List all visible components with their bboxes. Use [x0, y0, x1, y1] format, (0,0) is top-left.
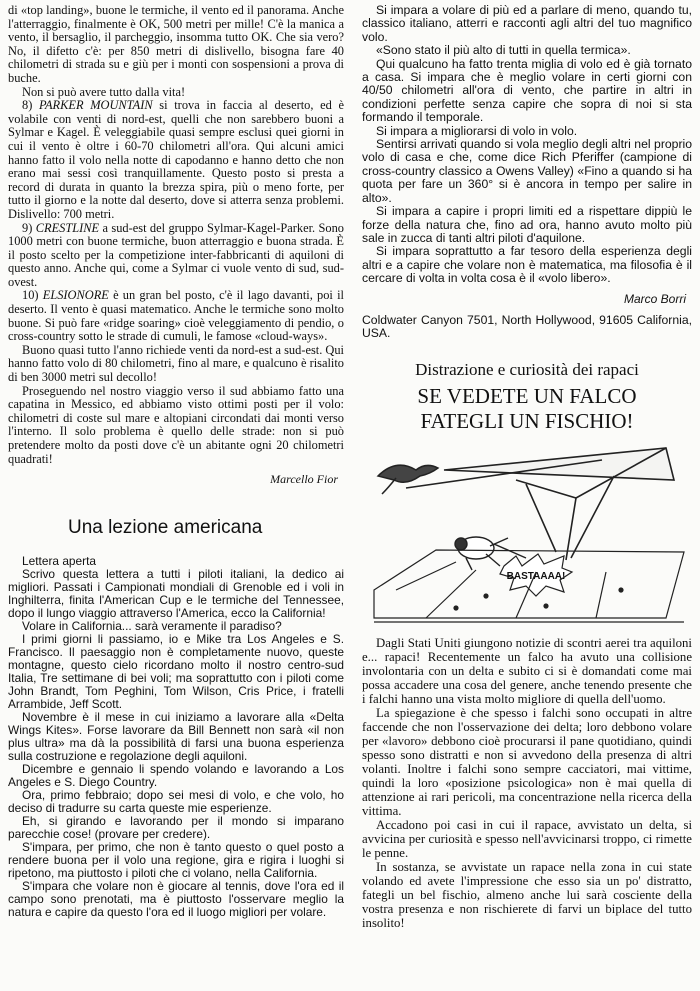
paragraph: Dicembre e gennaio li spendo volando e lavorando a Los Angeles e S. Diego Country. — [8, 762, 344, 790]
paragraph: Sentirsi arrivati quando si vola meglio degli altri nel proprio volo di casa e che, come dice Rich Pferiffer (campione di cross-country classico a Owens Valley) «Fino a quando si ha quota per fare un 360° si è ancora in tempo per salire in alto». — [362, 137, 692, 205]
left-column — [8, 4, 344, 919]
paragraph: Ora, primo febbraio; dopo sei mesi di volo, e che volo, ho deciso di tradurre su carta queste mie esperienze. — [8, 788, 344, 816]
speech-burst — [500, 554, 572, 596]
article-body — [8, 555, 344, 919]
cartoon-illustration — [366, 440, 686, 626]
author-signature: Marco Borri — [623, 291, 686, 306]
site-name: CRESTLINE — [35, 220, 100, 235]
paragraph: Si impara a volare di più ed a parlare di meno, quando tu, classico italiano, atterri e racconti agli altri del tuo magnifico volo. — [362, 3, 692, 44]
paragraph: Scrivo questa lettera a tutti i piloti italiani, la dedico ai migliori. Passati i Campionati mondiali di Grenoble ed i voli in Inghilterra, finita l'American Cup e le termiche del Tennessee, dopo il lungo viaggio attraverso l'America, ecco la California! — [8, 567, 344, 621]
paragraph: Eh, si girando e lavorando per il mondo si imparano parecchie cose! (provare per credere). — [8, 814, 344, 842]
paragraph: Dagli Stati Uniti giungono notizie di scontri aerei tra aquiloni e... rapaci! Recentemente un falco ha avuto una collisione involontaria con un delta e subito ci si è domandati come mai possa accadere una cosa del genere, anche tenendo presente che i falchi hanno una vista molto migliore di quella dell'uomo. — [362, 636, 692, 707]
falcon-icon — [378, 466, 438, 495]
author-signature: Marcello Fior — [270, 472, 338, 487]
headline-line: FATEGLI UN FISCHIO! — [420, 409, 634, 434]
author-address: Coldwater Canyon 7501, North Hollywood, 91605 California, USA. — [362, 312, 692, 340]
paragraph: di «top landing», buone le termiche, il vento ed il panorama. Anche l'atterraggio, finalmente è OK, 500 metri per mille! C'è la manica a vento, il bersaglio, il parcheggio, insomma tutto OK. Che sia vero? No, il difetto c'è: per 850 metri di dislivello, bisogna fare 40 chilometri di strada su e giù per i monti con sospensioni a prova di buche. — [8, 3, 344, 85]
paragraph: I primi giorni li passiamo, io e Mike tra Los Angeles e S. Francisco. Il paesaggio non è completamente nuovo, queste montagne, questo cielo ricordano molto il nostro centro-sud Italia, Tre settimane di bei voli; ma soprattutto con i piloti come John Brandt, Tom Peghini, Tom Wilson, Cris Price, i fratelli Arrambide, Jeff Scott. — [8, 632, 344, 712]
paragraph: Si impara a migliorarsi di volo in volo. — [376, 123, 578, 138]
site-paragraph: 9) CRESTLINE a sud-est del gruppo Sylmar-Kagel-Parker. Sono 1000 metri con buone termiche, buon atterraggio e buona strada. È il posto scelto per la competizione inter-fabbricanti di aquiloni di questo anno. Anche qui, come a Sylmar ci vuole vento di sud, sud-ovest. — [8, 220, 344, 289]
paragraph: La spiegazione è che spesso i falchi sono occupati in altre faccende che non l'osservazione dei delta; loro debbono volare per «lavoro» debbono cioè procurarsi il pane quotidiano, quindi spesso sono distratti e non si avvedono della presenza di altri volanti. Inoltre i falchi sono sempre cacciatori, mai vittime, quindi la loro «posizione psicologica» non è mai quella di attenzione ai rari pericoli, ma concentrazione nella ricerca della vittima. — [362, 706, 692, 819]
site-name: PARKER MOUNTAIN — [39, 98, 153, 113]
paragraph: In sostanza, se avvistate un rapace nella zona in cui state volando ed avete l'impressione che esso sia un po' distratto, fategli un bel fischio, almeno anche lui sarà cosciente della vostra presenza e non rischierete di farvi un biplace del tutto insolito! — [362, 860, 692, 931]
paragraph: «Sono stato il più alto di tutti in quella termica». — [376, 43, 631, 58]
paragraph: Qui qualcuno ha fatto trenta miglia di volo ed è già tornato a casa. Si impara che è meglio volare in certi giorni con 40/50 chilometri all'ora di vento, che partire in altri in condizioni perfette senza capire che sopra di noi si sta formando il temporale. — [362, 56, 692, 125]
paragraph: Accadono poi casi in cui il rapace, avvistato un delta, si avvicina per curiosità e spesso nell'avvicinarsi troppo, ci rimette le penne. — [362, 818, 692, 861]
paragraph: Proseguendo nel nostro viaggio verso il sud abbiamo fatto una capatina in Messico, ed abbiamo visto ottimi posti per il volo: chilometri di coste sul mare e altopiani circondati dai monti verso l'interno. Il solo problema è quello delle strade: non si può pretendere molto da posti dove c'è un abitante ogni 20 chilometri quadrati! — [8, 383, 344, 466]
headline-line: SE VEDETE UN FALCO — [417, 384, 637, 409]
article-body-continued — [362, 4, 692, 340]
article-california-sites — [8, 4, 344, 487]
right-column — [362, 4, 692, 930]
cartoon-exclamation: BASTAAAA! — [506, 571, 566, 583]
site-paragraph: 10) ELSIONORE è un gran bel posto, c'è il lago davanti, poi il deserto. Il vento è quasi matematico. Anche le termiche sono molto buone. Si può fare «ridge soaring» cioè veleggiamento di pendio, o cross-country sotto le strade di cumuli, le famose «cloud-ways». — [8, 288, 344, 344]
site-name: ELSIONORE — [42, 288, 109, 303]
paragraph: Novembre è il mese in cui iniziamo a lavorare alla «Delta Wings Kites». Forse lavorare da Bill Bennett non sarà «il non plus ultra» ma dà la possibilità di farsi una buona esperienza sulla costruzione e regolazione degli aquiloni. — [8, 710, 344, 764]
paragraph: Lettera aperta — [22, 554, 97, 569]
article-body — [362, 636, 692, 930]
paragraph: Buono quasi tutto l'anno richiede venti da nord-est a sud-est. Qui hanno fatto volo di 80 chilometri, fino al mare, e qualcuno è risalito di ben 3000 metri sul decollo! — [8, 342, 344, 385]
site-paragraph: 8) PARKER MOUNTAIN si trova in faccia al deserto, ed è volabile con venti di nord-est, quelli che non sarebbero buoni a Sylmar e Kagel. È veleggiabile quasi sempre esclusi quei giorni in cui il vento è oltre i 60-70 chilometri all'ora. Qui alcuni amici hanno fatto il volo nella notte di capodanno e hanno detto che non erano mai sessi così tranquillamente. Questo posto si presta a record di durata in quanto la brezza spira, più o meno forte, per tutto il giorno e la notte dal deserto, dove si atterra senza problemi. Dislivello: 700 metri. — [8, 98, 344, 221]
article-title: Una lezione americana — [68, 517, 263, 539]
paragraph: S'impara, per primo, che non è tanto questo o quel posto a rendere buona per il volo una regione, gira e rigira i luoghi si ripetono, ma piuttosto i piloti che ci volano, nella California. — [8, 840, 344, 881]
paragraph: S'impara che volare non è giocare al tennis, dove l'ora ed il campo sono prenotati, ma è piuttosto l'osservare meglio la natura e capire da questo l'ora ed il luogo migliori per volare. — [8, 879, 344, 920]
article-headline — [362, 384, 692, 434]
paragraph: Volare in California... sarà veramente il paradiso? — [22, 619, 282, 634]
paragraph: Si impara soprattutto a far tesoro della esperienza degli altri e a capire che volare non è matematica, ma filosofia è il cercare di volta in volta cosa è il «volo libero». — [362, 244, 692, 286]
paragraph: Non si può avere tutto dalla vita! — [22, 84, 186, 99]
article-kicker: Distrazione e curiosità dei rapaci — [415, 360, 639, 380]
hang-glider-icon — [406, 448, 674, 560]
paragraph: Si impara a capire i propri limiti ed a rispettare dippiù le forze della natura che, fino ad ora, hanno avuto molto più sale in zucca di tanti altri piloti d'aquilone. — [362, 204, 692, 245]
